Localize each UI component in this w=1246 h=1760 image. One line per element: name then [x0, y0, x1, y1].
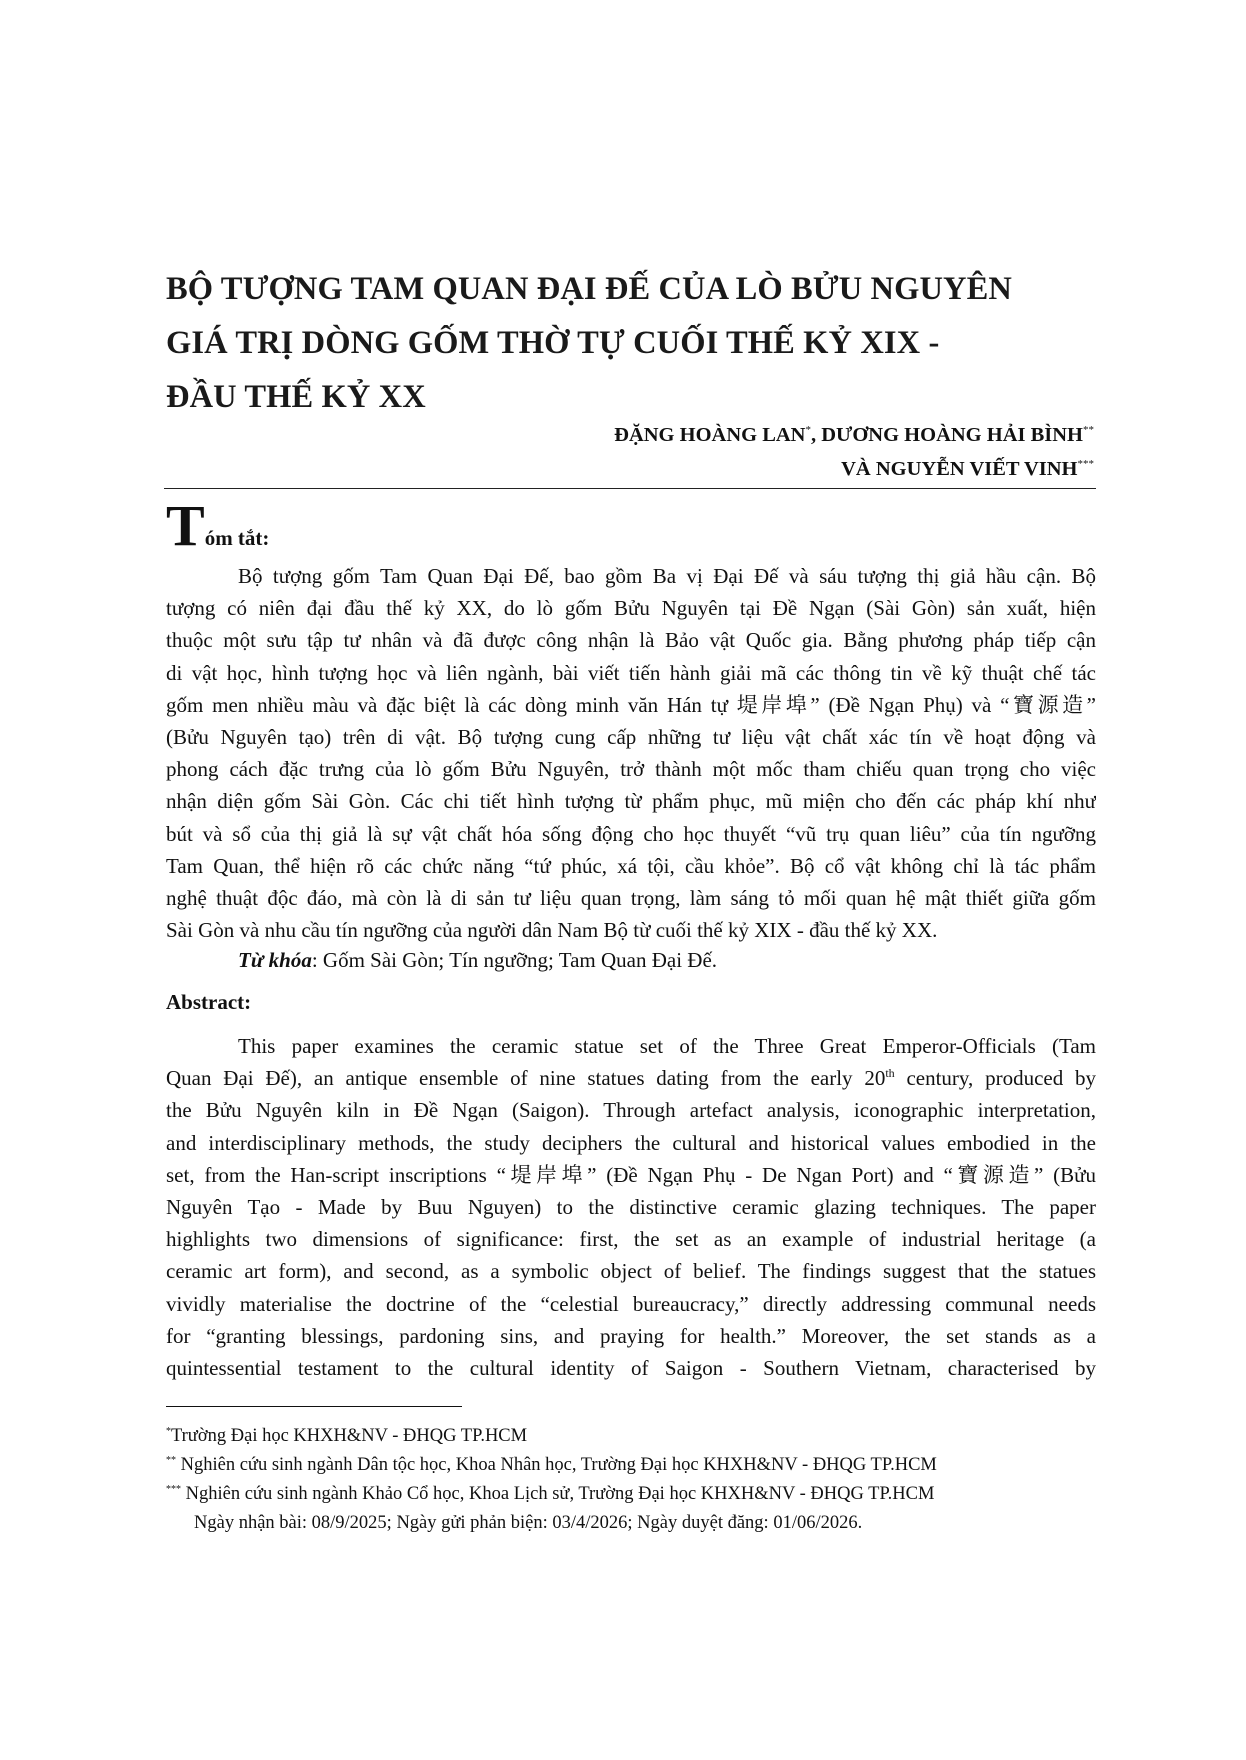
footnote-2	[166, 1451, 937, 1480]
author-line-1	[614, 418, 1094, 452]
summary-line: di vật học, hình tượng học và liên ngành, bài viết tiến hành giải mã các thông tin về kỹ thuật chế tác	[166, 660, 1096, 685]
author-name: VÀ NGUYỄN VIẾT VINH	[841, 458, 1078, 480]
keywords	[238, 948, 717, 973]
footnote-3	[166, 1480, 937, 1509]
abstract-line-text: century, produced by	[894, 1066, 1096, 1091]
title-line-2: GIÁ TRỊ DÒNG GỐM THỜ TỰ CUỐI THẾ KỶ XIX -	[166, 325, 940, 361]
abstract-line: highlights two dimensions of significance: first, the set as an example of industrial heritage (a	[166, 1227, 1096, 1252]
abstract-line	[166, 1062, 1096, 1094]
abstract-line: the Bửu Nguyên kiln in Đề Ngạn (Saigon). Through artefact analysis, iconographic interpretation,	[166, 1098, 1096, 1123]
ordinal-suffix: th	[885, 1066, 895, 1081]
footnote-marker: ***	[166, 1483, 181, 1495]
abstract-line: set, from the Han-script inscriptions “堤岸埠” (Đề Ngạn Phụ - De Ngan Port) and “寶源造” (Bửu	[166, 1162, 1096, 1187]
footnote-1	[166, 1422, 937, 1451]
abstract-line: vividly materialise the doctrine of the “celestial bureaucracy,” directly addressing communal needs	[166, 1291, 1096, 1316]
header-divider	[164, 488, 1096, 489]
footnote-text: Nghiên cứu sinh ngành Khảo Cổ học, Khoa Lịch sử, Trường Đại học KHXH&NV - ĐHQG TP.HCM	[181, 1484, 935, 1504]
title-line-3: ĐẦU THẾ KỶ XX	[166, 379, 426, 415]
author-list	[614, 418, 1094, 486]
summary-line: tượng có niên đại đầu thế kỷ XX, do lò gốm Bửu Nguyên tại Đề Ngạn (Sài Gòn) sản xuất, hiện	[166, 596, 1096, 621]
abstract-line: quintessential testament to the cultural identity of Saigon - Southern Vietnam, characterised by	[166, 1356, 1096, 1381]
submission-dates: Ngày nhận bài: 08/9/2025; Ngày gửi phản biện: 03/4/2026; Ngày duyệt đăng: 01/06/2026.	[194, 1513, 863, 1533]
footnotes	[166, 1422, 937, 1538]
summary-line: Sài Gòn và nhu cầu tín ngưỡng của người dân Nam Bộ từ cuối thế kỷ XIX - đầu thế kỷ XX.	[166, 918, 938, 943]
summary-line: phong cách đặc trưng của lò gốm Bửu Nguyên, trở thành một mốc tham chiếu quan trọng cho việc	[166, 757, 1096, 782]
abstract-line: for “granting blessings, pardoning sins, and praying for health.” Moreover, the set stands as a	[166, 1323, 1096, 1348]
summary-paragraph	[166, 560, 1096, 946]
summary-line: nghệ thuật độc đáo, mà còn là di sản tư liệu quan trọng, làm sáng tỏ mối quan hệ mật thiết giữa gốm	[166, 886, 1096, 911]
summary-line: nhận diện gốm Sài Gòn. Các chi tiết hình tượng từ phẩm phục, mũ miện cho đến các pháp khí như	[166, 789, 1096, 814]
author-name: DƯƠNG HOÀNG HẢI BÌNH	[821, 424, 1083, 446]
summary-line: (Bửu Nguyên tạo) trên di vật. Bộ tượng cung cấp những tư liệu vật chất xác tín về hoạt động và	[166, 725, 1096, 750]
author-name: ĐẶNG HOÀNG LAN	[614, 424, 806, 446]
footnote-text: Trường Đại học KHXH&NV - ĐHQG TP.HCM	[171, 1426, 528, 1446]
abstract-heading: Abstract:	[166, 990, 252, 1014]
abstract-line: ceramic art form), and second, as a symbolic object of belief. The findings suggest that the statues	[166, 1259, 1096, 1284]
footnote-marker: *	[166, 1425, 171, 1437]
footnote-marker: ***	[1077, 458, 1094, 471]
abstract-line: This paper examines the ceramic statue set of the Three Great Emperor-Officials (Tam	[238, 1034, 1096, 1058]
author-line-2	[614, 452, 1094, 486]
summary-heading-text: óm tắt:	[204, 526, 270, 550]
footnote-marker: *	[805, 424, 811, 437]
summary-line: Tam Quan, thể hiện rõ các chức năng “tứ phúc, xá tội, cầu khỏe”. Bộ cổ vật không chỉ là tác phẩm	[166, 853, 1096, 878]
abstract-paragraph	[166, 1030, 1096, 1384]
keywords-label: Từ khóa	[238, 948, 312, 972]
summary-line: gốm men nhiều màu và đặc biệt là các dòng minh văn Hán tự 堤岸埠” (Đề Ngạn Phụ) và “寶源造”	[166, 692, 1096, 717]
footnote-divider	[166, 1406, 462, 1407]
summary-heading	[166, 494, 269, 558]
abstract-line: Nguyên Tạo - Made by Buu Nguyen) to the distinctive ceramic glazing techniques. The paper	[166, 1195, 1096, 1220]
footnote-text: Nghiên cứu sinh ngành Dân tộc học, Khoa Nhân học, Trường Đại học KHXH&NV - ĐHQG TP.HCM	[176, 1455, 937, 1475]
abstract-line-text: Quan Đại Đế), an antique ensemble of nine statues dating from the early 20	[166, 1066, 886, 1091]
author-separator: ,	[810, 424, 822, 446]
abstract-line: and interdisciplinary methods, the study deciphers the cultural and historical values embodied in the	[166, 1130, 1096, 1155]
drop-cap: T	[166, 493, 205, 558]
footnote-marker: **	[166, 1454, 176, 1466]
summary-line: bút và sổ của thị giả là sự vật chất hóa sống động cho học thuyết “vũ trụ quan liêu” của tín ngưỡng	[166, 821, 1096, 846]
footnote-marker: **	[1083, 424, 1094, 437]
title-line-1: BỘ TƯỢNG TAM QUAN ĐẠI ĐẾ CỦA LÒ BỬU NGUYÊN	[166, 271, 1012, 307]
article-title	[166, 262, 1096, 424]
keywords-text: : Gốm Sài Gòn; Tín ngưỡng; Tam Quan Đại Đế.	[311, 948, 718, 972]
summary-line: Bộ tượng gốm Tam Quan Đại Đế, bao gồm Ba vị Đại Đế và sáu tượng thị giả hầu cận. Bộ	[238, 564, 1096, 588]
summary-line: thuộc một sưu tập tư nhân và đã được công nhận là Bảo vật Quốc gia. Bằng phương pháp tiếp cận	[166, 628, 1096, 653]
